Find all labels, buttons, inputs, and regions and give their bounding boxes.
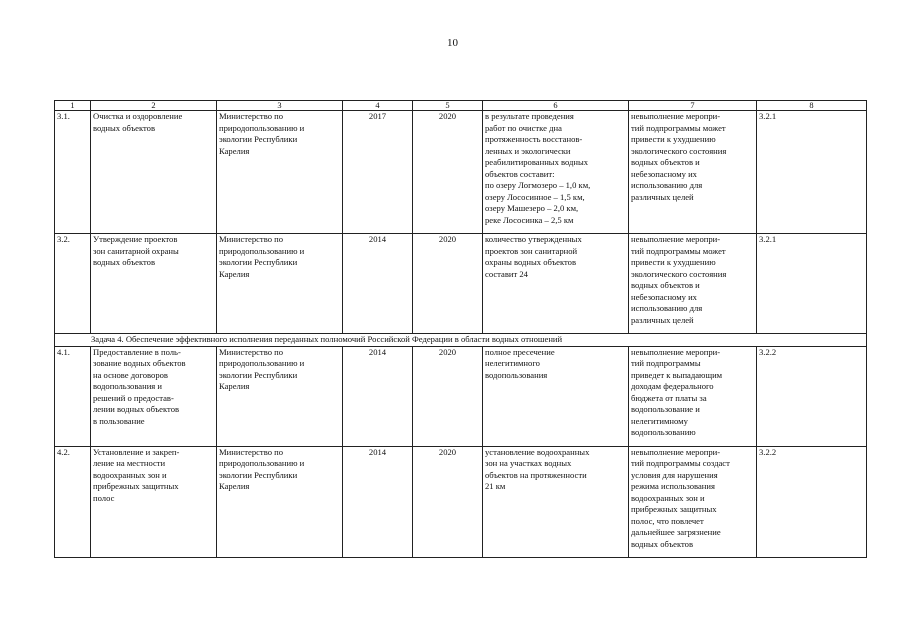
col-header: 2 <box>91 101 217 111</box>
consequence-cell: невыполнение меропри- тий подпрограммы может привести к ухудшению экологического состояния водных объектов и небезопасному их использованию для различных целей <box>629 111 757 234</box>
table-row <box>55 234 867 334</box>
table-row <box>55 346 867 446</box>
start-year-cell: 2014 <box>343 446 413 557</box>
consequence-cell: невыполнение меропри- тий подпрограммы может привести к ухудшению экологического состояния водных объектов и небезопасному их использованию для различных целей <box>629 234 757 334</box>
start-year-cell: 2017 <box>343 111 413 234</box>
executor-cell: Министерство по природопользованию и экологии Республики Карелия <box>217 346 343 446</box>
col-header: 3 <box>217 101 343 111</box>
task-heading-row <box>55 334 867 347</box>
activity-cell: Очистка и оздоровление водных объектов <box>91 111 217 234</box>
start-year-cell: 2014 <box>343 234 413 334</box>
indicator-cell: 3.2.2 <box>757 446 867 557</box>
row-number: 4.1. <box>55 346 91 446</box>
col-header: 5 <box>413 101 483 111</box>
task-heading: Задача 4. Обеспечение эффективного исполнения переданных полномочий Российской Федерации в области водных отношений <box>55 334 867 347</box>
result-cell: в результате проведения работ по очистке дна протяженность восстанов- ленных и экологически реабилитированных водных объектов составит: по озеру Логмозеро – 1,0 км, озеру Лососинное – 1,5 км, озеру Машезеро – 2,0 км, реке Лососинка – 2,5 км <box>483 111 629 234</box>
activity-cell: Предоставление в поль- зование водных объектов на основе договоров водопользования и решений о предостав- лении водных объектов в пользование <box>91 346 217 446</box>
col-header: 7 <box>629 101 757 111</box>
col-header: 8 <box>757 101 867 111</box>
consequence-cell: невыполнение меропри- тий подпрограммы создаст условия для нарушения режима использования водоохранных зон и прибрежных защитных полос, что повлечет дальнейшее загрязнение водных объектов <box>629 446 757 557</box>
table-row <box>55 446 867 557</box>
result-cell: установление водоохранных зон на участках водных объектов на протяженности 21 км <box>483 446 629 557</box>
col-header: 6 <box>483 101 629 111</box>
end-year-cell: 2020 <box>413 446 483 557</box>
consequence-cell: невыполнение меропри- тий подпрограммы приведет к выпадающим доходам федерального бюджета от платы за водопользование и нелегитимному водопользованию <box>629 346 757 446</box>
result-cell: полное пресечение нелегитимного водопользования <box>483 346 629 446</box>
end-year-cell: 2020 <box>413 234 483 334</box>
measures-table <box>54 100 867 558</box>
end-year-cell: 2020 <box>413 346 483 446</box>
row-number: 3.2. <box>55 234 91 334</box>
executor-cell: Министерство по природопользованию и экологии Республики Карелия <box>217 446 343 557</box>
indicator-cell: 3.2.1 <box>757 111 867 234</box>
page-number: 10 <box>447 37 458 49</box>
indicator-cell: 3.2.2 <box>757 346 867 446</box>
row-number: 4.2. <box>55 446 91 557</box>
row-number: 3.1. <box>55 111 91 234</box>
executor-cell: Министерство по природопользованию и экологии Республики Карелия <box>217 111 343 234</box>
executor-cell: Министерство по природопользованию и экологии Республики Карелия <box>217 234 343 334</box>
table-row <box>55 111 867 234</box>
activity-cell: Утверждение проектов зон санитарной охраны водных объектов <box>91 234 217 334</box>
col-header: 1 <box>55 101 91 111</box>
indicator-cell: 3.2.1 <box>757 234 867 334</box>
activity-cell: Установление и закреп- ление на местности водоохранных зон и прибрежных защитных полос <box>91 446 217 557</box>
col-header: 4 <box>343 101 413 111</box>
header-row <box>55 101 867 111</box>
result-cell: количество утвержденных проектов зон санитарной охраны водных объектов составит 24 <box>483 234 629 334</box>
start-year-cell: 2014 <box>343 346 413 446</box>
end-year-cell: 2020 <box>413 111 483 234</box>
